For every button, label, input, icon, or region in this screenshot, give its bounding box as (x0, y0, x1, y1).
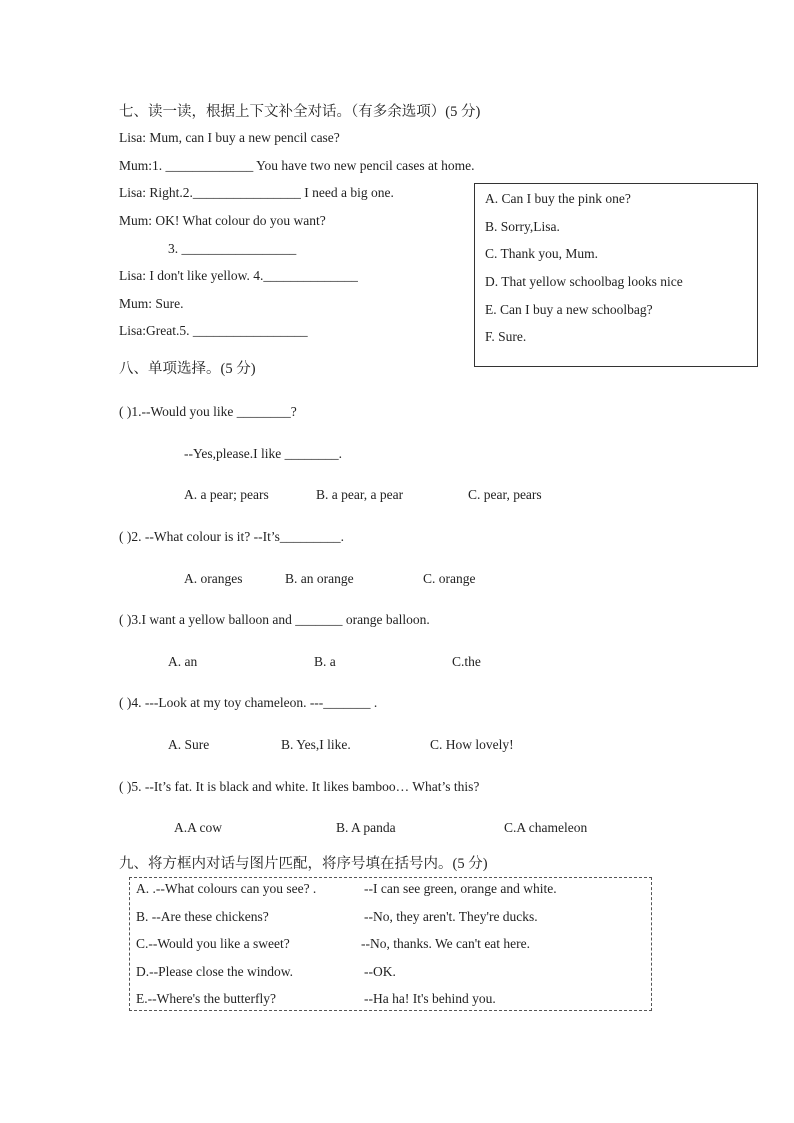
choice-a: A. an (168, 654, 198, 669)
choice-b: B. a pear, a pear (316, 487, 404, 502)
dialogue-line: Mum:1. _____________ You have two new pencil cases at home. (119, 158, 475, 173)
question-1: ( )1.--Would you like ________? (119, 404, 297, 419)
choice-c: C. orange (423, 571, 476, 586)
dialogue-answer: --No, thanks. We can't eat here. (361, 936, 531, 951)
dialogue-box (129, 877, 652, 1011)
option-item: B. Sorry,Lisa. (485, 219, 560, 234)
dialogue-line: Lisa: Right.2.________________ I need a big one. (119, 185, 394, 200)
options-box (474, 183, 758, 367)
dialogue-line: Mum: Sure. (119, 296, 184, 311)
option-item: F. Sure. (485, 329, 527, 344)
dialogue-question: D.--Please close the window. (136, 964, 293, 979)
choice-a: A. Sure (168, 737, 210, 752)
dialogue-answer: --I can see green, orange and white. (364, 881, 557, 896)
dialogue-answer: --No, they aren't. They're ducks. (364, 909, 538, 924)
section9-title: 九、将方框内对话与图片匹配，将序号填在括号内。(5 分) (119, 856, 488, 872)
question-1-reply: --Yes,please.I like ________. (184, 446, 342, 461)
question-4: ( )4. ---Look at my toy chameleon. ---_______ . (119, 695, 378, 710)
section8-title: 八、单项选择。(5 分) (119, 361, 256, 377)
choice-b: B. A panda (336, 820, 396, 835)
choice-c: C.the (452, 654, 481, 669)
choice-b: B. a (314, 654, 336, 669)
dialogue-answer: --OK. (364, 964, 396, 979)
section7-title: 七、读一读，根据上下文补全对话。（有多余选项）(5 分) (119, 104, 481, 120)
option-item: E. Can I buy a new schoolbag? (485, 302, 653, 317)
question-2: ( )2. --What colour is it? --It’s_________. (119, 529, 344, 544)
choice-a: A.A cow (174, 820, 222, 835)
option-item: D. That yellow schoolbag looks nice (485, 274, 683, 289)
dialogue-question: E.--Where's the butterfly? (136, 991, 276, 1006)
choice-c: C. pear, pears (468, 487, 542, 502)
dialogue-line: Lisa:Great.5. _________________ (119, 323, 308, 338)
dialogue-question: C.--Would you like a sweet? (136, 936, 290, 951)
dialogue-question: A. .--What colours can you see? . (136, 881, 317, 896)
choice-a: A. oranges (184, 571, 243, 586)
option-item: C. Thank you, Mum. (485, 246, 599, 261)
option-item: A. Can I buy the pink one? (485, 191, 631, 206)
dialogue-answer: --Ha ha! It's behind you. (364, 991, 496, 1006)
dialogue-line: Mum: OK! What colour do you want? (119, 213, 326, 228)
choice-b: B. an orange (285, 571, 354, 586)
dialogue-line: Lisa: I don't like yellow. 4.______________ (119, 268, 358, 283)
dialogue-question: B. --Are these chickens? (136, 909, 269, 924)
choice-c: C. How lovely! (430, 737, 514, 752)
question-5: ( )5. --It’s fat. It is black and white. It likes bamboo… What’s this? (119, 779, 480, 794)
dialogue-line: 3. _________________ (168, 241, 297, 256)
choice-b: B. Yes,I like. (281, 737, 351, 752)
dialogue-line: Lisa: Mum, can I buy a new pencil case? (119, 130, 340, 145)
question-3: ( )3.I want a yellow balloon and _______ orange balloon. (119, 612, 430, 627)
choice-c: C.A chameleon (504, 820, 588, 835)
choice-a: A. a pear; pears (184, 487, 269, 502)
